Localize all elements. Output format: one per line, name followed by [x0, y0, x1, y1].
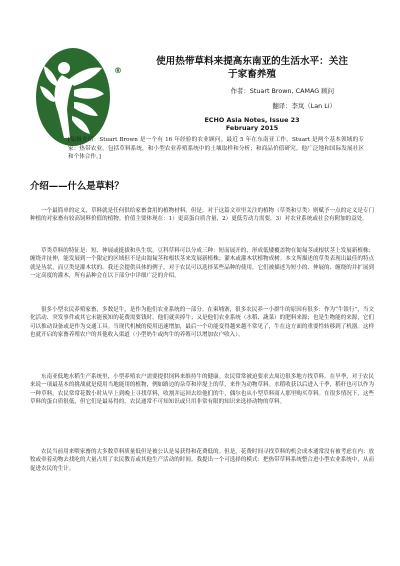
series-date: February 2015: [225, 124, 279, 133]
article-title: [130, 56, 374, 81]
body-paragraph: 一个最简单的定义，草料就是任何供给家畜食用的植物材料。但是，对于这篇文章里关注的植物（草类和豆类）则赋予一点的定义是专门种植的对家畜有较高饲料价值的植物。价值主要体现在：1）更高蛋白质含量，2）更低劳动力需要，3）对农业系统或社会有附加的益处。: [30, 208, 374, 223]
body-paragraph: 草类草料的特征是：短、伸展或挺拔和丛生状。豆科草料可以分成三种：短而展开的，形成低矮覆盖物在匍匐茎或根状茎上发展新植株；缠绕并扯伸，能发展到一个限定的区域但不是由匍匐茎和根状茎来发展新植株；灌木或灌木状植物成树。本文所描述的草类表现出最佳的特点就是丛状，而豆类是灌木状的。我还会提供具体的例子，对于农民可以选择某些品种的使用。它们被描述为短小的、伸展的、缠绕的并扩展到一定高度的灌木，所有品种会在以下部分中详细广泛的介绍。: [30, 248, 374, 280]
title-line-1: 使用热带草料来提高东南亚的生活水平：关注: [156, 56, 348, 67]
article-header: [130, 56, 374, 133]
translator-line: 翻译：李岚（Lan Li）: [272, 102, 336, 110]
body-paragraph: 农民当前用来喂家畜的大多数草料质量低但是被公认是易获得和花费低的。但是，花费时间寻找草料的机会成本通常没有被考虑在内；放牧或牵着动物去找吃的大量占用了农民教育或其他生产活动的时间。我提出一个可选择的模式：把热带草料系统整合进小型农业系统中，从而促进农民的生计。: [30, 449, 374, 472]
editor-note: [编辑介绍：Stuart Brown 是一个有 16 年经验的农业顾问。最近 5 年在东南亚工作。Stuart 是两个基本领域的专家：热带农业，包括草料系统，和小型农业养殖系统中的土壤取样和分析；和商品价值研究。他广泛地和国际发展社区和个体合作。]: [68, 137, 364, 161]
author-line: 作者：Stuart Brown, CAMAG 顾问: [230, 87, 334, 95]
echo-logo: [34, 46, 112, 148]
series-info: [130, 116, 374, 133]
section-heading: 介绍——什么是草料？: [30, 181, 124, 192]
echo-logo-icon: [34, 46, 112, 148]
body-paragraph: 很多小型农民养殖家畜，多数是牛，是作为他们农业系统的一部分。在柬埔寨，很多农民养一小群牛的原因有很多：作为“牛银行”，当文化活动、突发事件或其它未能预知的花费需要钱时，他们就卖掉牛；又是他们农业系统（水稻、蔬菜）的肥料来源；也是生物能的来源，它们可以推动设备或是作为交通工具。当现代机械的使用迅速增加，最后一个功能变得越来越不常见了，牛在这方面的重要性转移到了机器。这样也就开启的家畜养殖农户的其他收入渠道（小型奶牛或肉牛的养殖可以增加农户收入）。: [30, 307, 374, 339]
registered-mark: ®: [114, 66, 122, 75]
body-paragraph: 东南亚低地水稻生产系统里，小型养殖农户需要提供饲料来维持牛的健康。农民常常被迫要求去周边很多地方找草料。在旱季，对于农民来说一项最基本的挑战就是使用当地能用的植物，例如路边的杂草和岸堤上的草，来作为动物草料。水稻收获以后进入干季，稻秆也可以作为一种草料。农民常常花数小时从早上到晚上寻找草料，收割并运回去给他们的牛，偶尔也从小型草料商人那里购买草料。在很多情况下，这些草料的蛋白质很低，但它们是最易得的。农民通常不可知知识或只用非常有限的知识来选择动物的草料。: [30, 374, 374, 406]
title-line-2: 于家畜养殖: [228, 68, 276, 80]
series-issue: ECHO Asia Notes, Issue 23: [204, 116, 300, 124]
